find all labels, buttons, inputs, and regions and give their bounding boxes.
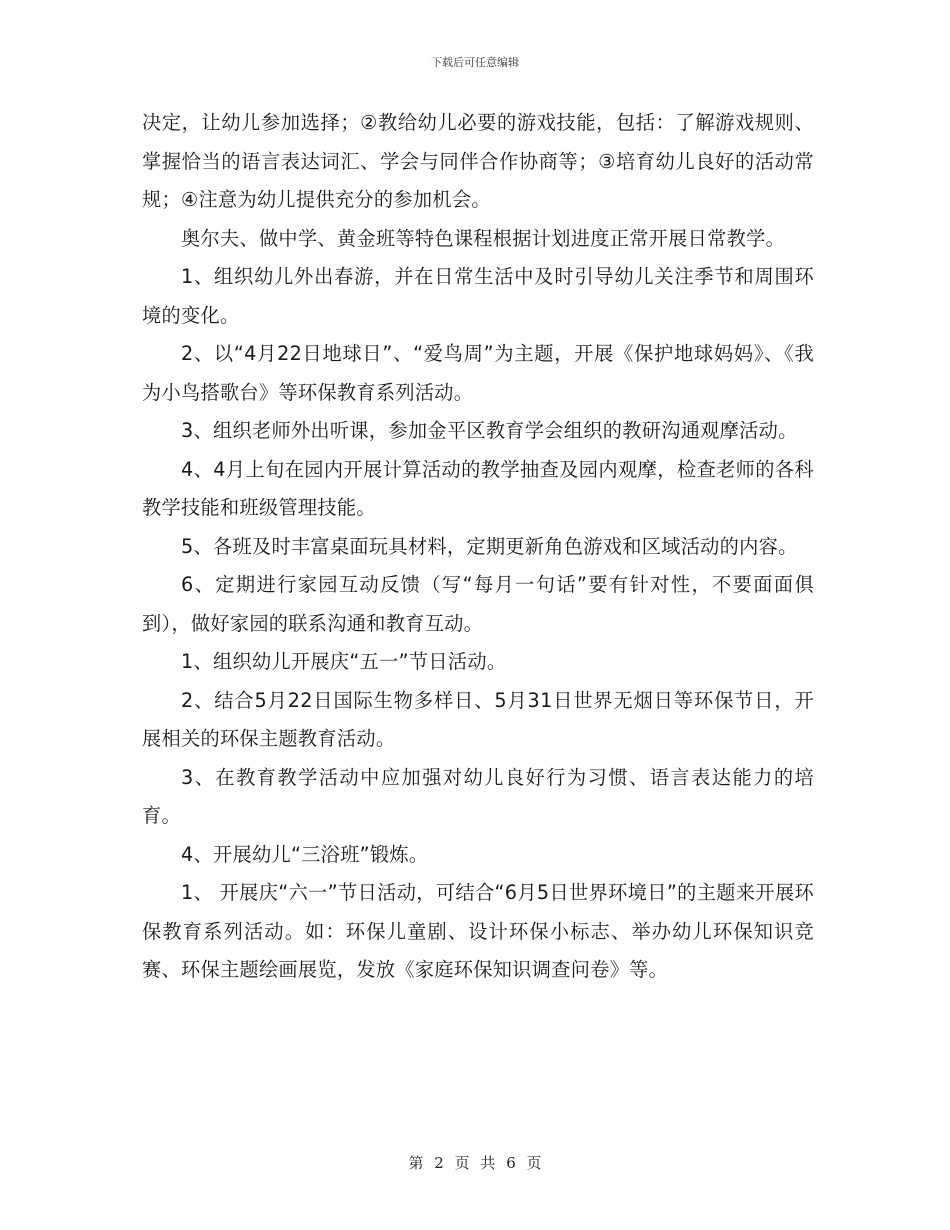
page-header: 下载后可任意编辑 bbox=[431, 56, 519, 69]
footer-prefix: 第 bbox=[408, 1154, 424, 1172]
paragraph: 1、组织幼儿外出春游，并在日常生活中及时引导幼儿关注季节和周围环境的变化。 bbox=[142, 265, 814, 327]
paragraph: 5、各班及时丰富桌面玩具材料，定期更新角色游戏和区域活动的内容。 bbox=[181, 534, 798, 558]
paragraph: 4、开展幼儿“三浴班”锻炼。 bbox=[181, 842, 429, 866]
paragraph: 奥尔夫、做中学、黄金班等特色课程根据计划进度正常开展日常教学。 bbox=[181, 226, 786, 250]
paragraph: 6、定期进行家园互动反馈（写“每月一句话”要有针对性，不要面面俱到），做好家园的联系沟通和教育互动。 bbox=[142, 573, 814, 635]
paragraph: 4、4月上旬在园内开展计算活动的教学抽查及园内观摩，检查老师的各科教学技能和班级管理技能。 bbox=[142, 457, 814, 519]
page-footer bbox=[0, 1152, 950, 1173]
paragraph: 1、 开展庆“六一”节日活动，可结合“6月5日世界环境日”的主题来开展环保教育系列活动。如：环保儿童剧、设计环保小标志、举办幼儿环保知识竞赛、环保主题绘画展览，发放《家庭环保知识调查问卷》等。 bbox=[142, 881, 814, 981]
paragraph: 决定，让幼儿参加选择；②教给幼儿必要的游戏技能，包括：了解游戏规则、掌握恰当的语言表达词汇、学会与同伴合作协商等；③培育幼儿良好的活动常规；④注意为幼儿提供充分的参加机会。 bbox=[142, 111, 814, 211]
footer-mid: 页 bbox=[454, 1154, 470, 1172]
paragraph: 3、在教育教学活动中应加强对幼儿良好行为习惯、语言表达能力的培育。 bbox=[142, 765, 814, 827]
paragraph: 2、结合5月22日国际生物多样日、5月31日世界无烟日等环保节日，开展相关的环保主题教育活动。 bbox=[142, 688, 814, 750]
paragraph: 2、以“4月22日地球日”、“爱鸟周”为主题，开展《保护地球妈妈》、《我为小鸟搭歌台》等环保教育系列活动。 bbox=[142, 342, 814, 404]
footer-current-page: 2 bbox=[434, 1154, 444, 1172]
footer-total-label: 共 bbox=[480, 1154, 496, 1172]
document-body bbox=[142, 104, 814, 990]
footer-total-pages: 6 bbox=[506, 1154, 516, 1172]
footer-suffix: 页 bbox=[526, 1154, 542, 1172]
paragraph: 3、组织老师外出听课，参加金平区教育学会组织的教研沟通观摩活动。 bbox=[181, 419, 798, 442]
paragraph: 1、组织幼儿开展庆“五一”节日活动。 bbox=[181, 650, 507, 673]
